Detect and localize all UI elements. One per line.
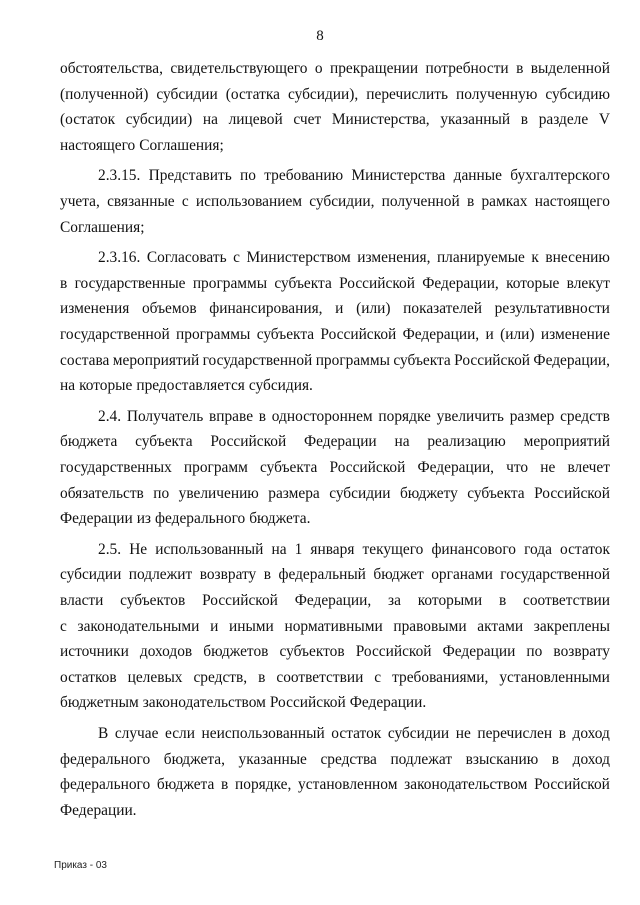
text-line: источники доходов бюджетов субъектов Российской Федерации по возврату bbox=[60, 643, 610, 661]
text-line: 2.3.16. Согласовать с Министерством изменения, планируемые к внесению bbox=[98, 249, 610, 267]
text-line: в государственные программы субъекта Российской Федерации, которые влекут bbox=[60, 274, 610, 292]
text-line: федерального бюджета в порядке, установленном законодательством Российской bbox=[60, 776, 610, 794]
text-line: на которые предоставляется субсидия. bbox=[60, 377, 313, 395]
paragraph bbox=[60, 404, 610, 532]
paragraph bbox=[60, 56, 610, 158]
text-line: настоящего Соглашения; bbox=[60, 136, 224, 154]
paragraph bbox=[60, 163, 610, 240]
footer-label: Приказ - 03 bbox=[54, 860, 107, 871]
text-line: (полученной) субсидии (остатка субсидии), перечислить полученную субсидию bbox=[60, 85, 610, 103]
text-line: федерального бюджета, указанные средства подлежат взысканию в доход bbox=[60, 750, 610, 768]
text-line: состава мероприятий государственной программы субъекта Российской Федерации, bbox=[60, 351, 610, 369]
text-line: Федерации. bbox=[60, 801, 137, 819]
text-line: с законодательными и иными нормативными правовыми актами закреплены bbox=[60, 617, 610, 635]
text-line: обязательств по увеличению размера субсидии бюджету субъекта Российской bbox=[60, 484, 610, 502]
text-line: 2.5. Не использованный на 1 января текущего финансового года остаток bbox=[98, 540, 610, 558]
text-line: изменения объемов финансирования, и (или) показателей результативности bbox=[60, 300, 610, 318]
page-number: 8 bbox=[316, 28, 324, 44]
text-line: Соглашения; bbox=[60, 218, 145, 236]
text-line: бюджетным законодательством Российской Федерации. bbox=[60, 694, 427, 712]
text-line: В случае если неиспользованный остаток субсидии не перечислен в доход bbox=[98, 725, 610, 742]
text-line: государственной программы субъекта Российской Федерации, и (или) изменение bbox=[60, 325, 610, 343]
text-line: 2.4. Получатель вправе в одностороннем порядке увеличить размер средств bbox=[98, 407, 610, 425]
text-line: бюджета субъекта Российской Федерации на реализацию мероприятий bbox=[60, 433, 610, 451]
text-line: Федерации из федерального бюджета. bbox=[60, 510, 311, 528]
text-line: (остаток субсидии) на лицевой счет Министерства, указанный в разделе V bbox=[60, 111, 610, 129]
text-line: обстоятельства, свидетельствующего о прекращении потребности в выделенной bbox=[60, 60, 610, 77]
paragraph bbox=[60, 537, 610, 716]
text-line: государственных программ субъекта Российской Федерации, что не влечет bbox=[60, 458, 610, 476]
text-line: учета, связанные с использованием субсидии, полученной в рамках настоящего bbox=[60, 192, 610, 210]
paragraph bbox=[60, 721, 610, 823]
text-line: власти субъектов Российской Федерации, за которыми в соответствии bbox=[60, 591, 610, 609]
paragraph bbox=[60, 245, 610, 399]
text-line: остатков целевых средств, в соответствии с требованиями, установленными bbox=[60, 668, 610, 686]
text-line: субсидии подлежит возврату в федеральный бюджет органами государственной bbox=[60, 566, 610, 584]
text-line: 2.3.15. Представить по требованию Министерства данные бухгалтерского bbox=[98, 167, 610, 185]
